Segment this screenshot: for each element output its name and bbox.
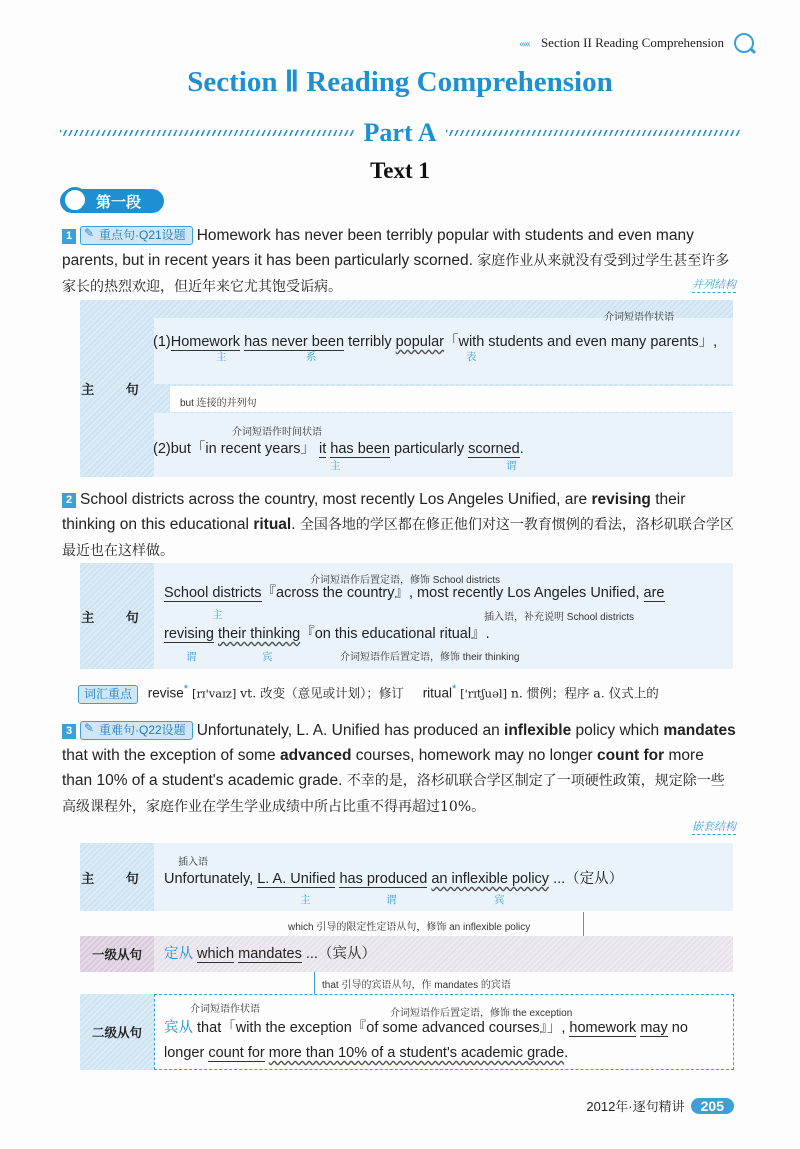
- page-footer: [586, 1096, 734, 1115]
- sentence-number: 2: [62, 493, 76, 508]
- analysis-line: 宾从 that「with the exception『of some advanced courses』」, homework may no longer count for more than 10% of a student's academic grade.: [164, 1020, 688, 1061]
- running-header-text: Section II Reading Comprehension: [540, 35, 724, 50]
- part-title: Part A: [363, 118, 437, 147]
- subject: L. A. Unified: [257, 871, 336, 887]
- search-q-icon: [734, 33, 754, 53]
- verb: has never been: [244, 334, 345, 350]
- sentence-number: 1: [62, 229, 76, 244]
- predicative: popular: [395, 334, 444, 350]
- object: an inflexible policy: [431, 871, 550, 887]
- subject: Homework: [170, 334, 241, 350]
- key-sentence-tag: ✎ 重难句·Q22设题: [80, 721, 193, 740]
- magnifier-icon: [62, 187, 88, 213]
- vocab-tag: 词汇重点: [78, 685, 138, 704]
- subject: School districts: [164, 585, 262, 601]
- annotation: 介词短语作时间状语: [232, 427, 322, 438]
- verb: has been: [330, 441, 390, 457]
- verb: revising: [164, 626, 214, 642]
- level-2-label: 二级从句: [80, 994, 154, 1070]
- box-label: 主 句: [81, 382, 153, 397]
- decorative-divider: [446, 130, 740, 136]
- keyword: ritual: [253, 516, 292, 533]
- verb-participle: scorned: [468, 441, 520, 457]
- annotation: which 引导的限定性定语从句，修饰 an inflexible policy: [288, 922, 531, 933]
- sentence-3: 3✎ 重难句·Q22设题 Unfortunately, L. A. Unified has produced an inflexible policy which mandates that with the exception of some advanced courses, homework may no longer count for more than 10% of a student's academic grade. 不幸的是，洛杉矶联合学区制定了一项硬性政策，规定除一些高级课程外，家庭作业在学生学业成绩中所占比重不得再超过10%。: [62, 718, 738, 820]
- arrows-icon: ‹‹‹‹‹: [518, 35, 529, 50]
- segment-badge: [60, 189, 164, 213]
- decorative-divider: [60, 130, 354, 136]
- sentence-number: 3: [62, 724, 76, 739]
- object: their thinking: [218, 626, 301, 642]
- sentence-chinese: 不幸的是，洛杉矶联合学区制定了一项硬性政策，规定除一些高级课程外，家庭作业在学生学业成绩中所占比重不得再超过10%。: [62, 773, 725, 815]
- main-clause-label: 主 句: [81, 870, 153, 886]
- annotation: 介词短语作状语: [604, 312, 674, 323]
- key-sentence-tag: ✎ 重点句·Q21设题: [80, 226, 193, 245]
- analysis-line: School districts『across the country』, most recently Los Angeles Unified, are: [164, 585, 665, 601]
- analysis-line: 定从 which mandates ...（宾从）: [164, 946, 376, 962]
- running-header: [519, 33, 754, 53]
- text-title: Text 1: [370, 158, 430, 183]
- annotation: 介词短语作后置定语，修饰 the exception: [390, 1008, 573, 1019]
- annotation: that 引导的宾语从句，作 mandates 的宾语: [322, 980, 511, 991]
- annotation: 插入语: [178, 857, 208, 868]
- verb: are: [643, 585, 665, 601]
- annotation: 介词短语作状语: [190, 1004, 260, 1015]
- analysis-line: Unfortunately, L. A. Unified has produced an inflexible policy ...（定从）: [164, 871, 624, 887]
- subject: it: [319, 441, 327, 457]
- analysis-line: (2)but「in recent years」 it has been particularly scorned.: [153, 441, 524, 457]
- analysis-line: (1)Homework has never been terribly popular「with students and even many parents」,: [153, 334, 718, 350]
- vocabulary-line: 词汇重点 revise* [rɪ'vaɪz] vt. 改变（意见或计划）；修订 ritual* ['rɪtʃuəl] n. 惯例；程序 a. 仪式上的: [78, 683, 659, 704]
- segment-label: 第一段: [96, 193, 142, 211]
- sentence-english: Homework has never been terribly popular with students and even many parents, but in recent years it has been particularly scorned.: [62, 227, 694, 269]
- annotation: 介词短语作后置定语，修饰 their thinking: [340, 652, 520, 663]
- box-label: 主 句: [81, 609, 153, 625]
- structure-label: 并列结构: [692, 276, 736, 293]
- annotation: 插入语，补充说明 School districts: [484, 612, 635, 623]
- sentence-1: [62, 223, 738, 300]
- annotation: but 连接的并列句: [180, 398, 257, 409]
- sentence-chinese: 全国各地的学区都在修正他们对这一教育惯例的看法，洛杉矶联合学区最近也在这样做。: [62, 517, 734, 559]
- sentence-2: 2 School districts across the country, most recently Los Angeles Unified, are revising their thinking on this educational ritual. 全国各地的学区都在修正他们对这一教育惯例的看法，洛杉矶联合学区最近也在这样做。: [62, 491, 734, 559]
- footer-text: 2012年·逐句精讲: [586, 1099, 685, 1114]
- page-number: 205: [691, 1098, 734, 1114]
- annotation: 介词短语作后置定语，修饰 School districts: [310, 575, 501, 586]
- sentence-chinese: 家庭作业从来就没有受到过学生甚至许多家长的热烈欢迎，但近年来它尤其饱受诟病。: [62, 253, 730, 295]
- analysis-line: revising their thinking『on this educational ritual』.: [164, 626, 490, 642]
- part-heading: [60, 118, 740, 148]
- level-1-label: 一级从句: [80, 936, 154, 972]
- section-title: Section Ⅱ Reading Comprehension: [187, 66, 613, 98]
- verb: has produced: [339, 871, 428, 887]
- keyword: revising: [591, 491, 651, 508]
- structure-label: 嵌套结构: [692, 818, 736, 835]
